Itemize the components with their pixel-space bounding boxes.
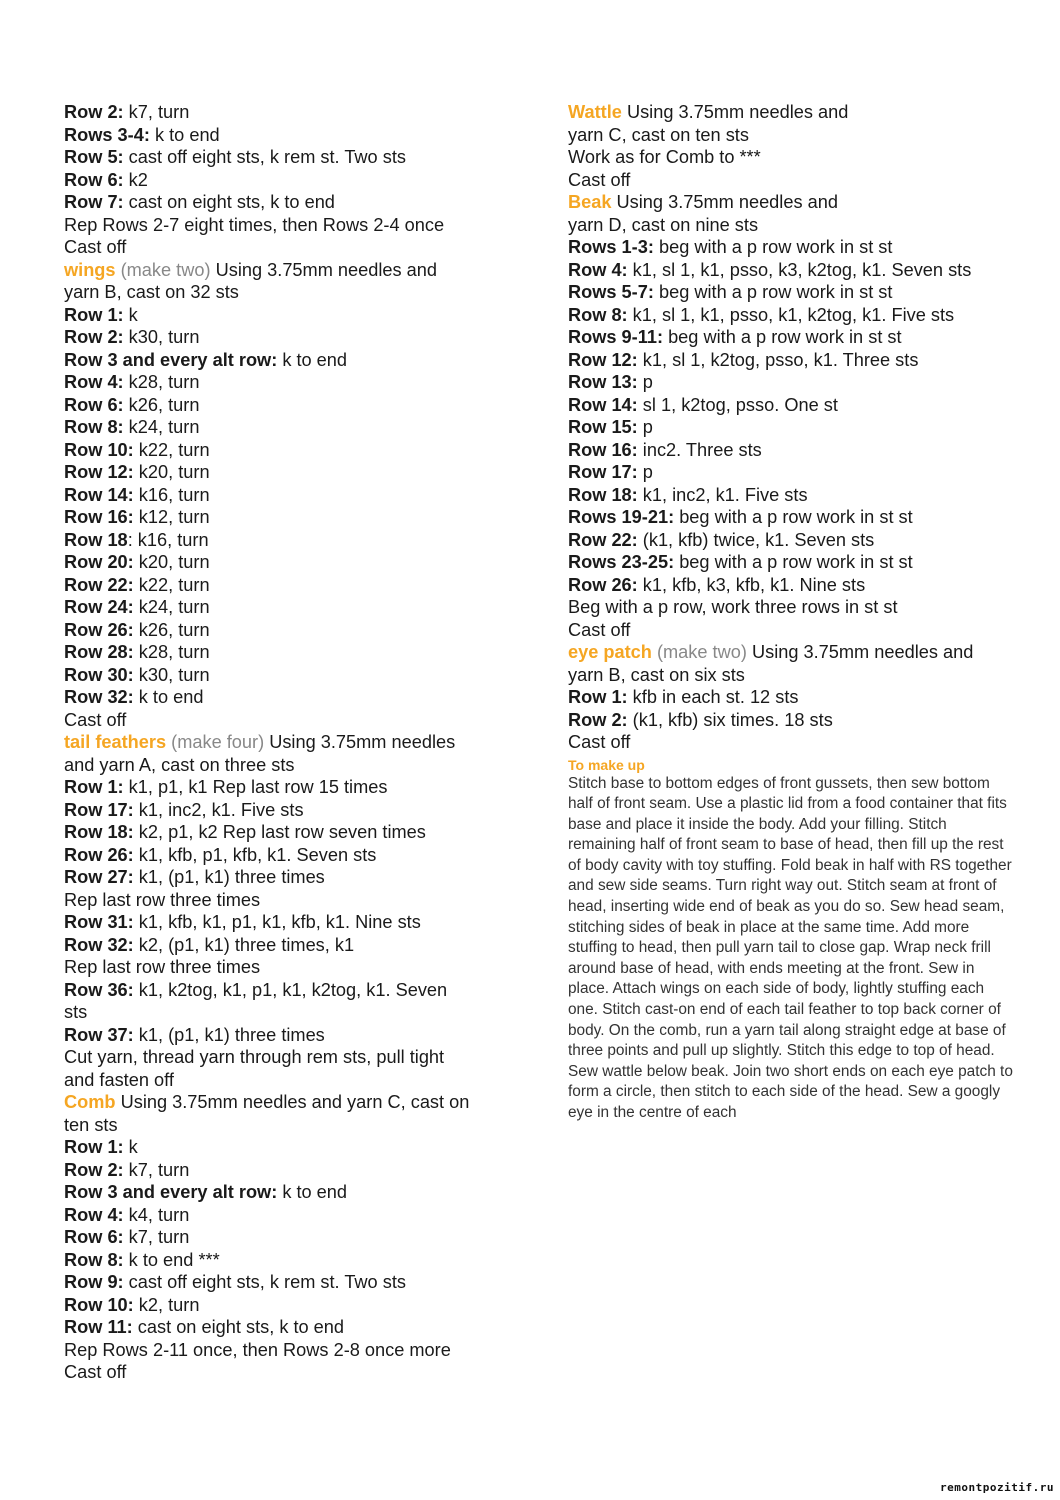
watermark: remontpozitif.ru — [940, 1481, 1054, 1494]
row-text: k28, turn — [133, 642, 210, 662]
pattern-line — [64, 1046, 534, 1069]
pattern-line — [568, 596, 1013, 619]
row-text: (k1, kfb) six times. 18 sts — [627, 709, 833, 730]
pattern-line — [64, 844, 534, 867]
row-label: Row 4: — [64, 1204, 124, 1225]
pattern-line — [568, 439, 1013, 462]
pattern-line — [64, 1069, 534, 1092]
row-label: Row 2: — [568, 709, 628, 730]
row-text: k20, turn — [133, 552, 210, 572]
row-text: p — [637, 462, 653, 482]
row-label: Row 1: — [568, 687, 628, 707]
pattern-line — [64, 1091, 534, 1114]
pattern-line — [64, 439, 534, 462]
row-label: Row 37: — [64, 1024, 134, 1045]
row-text: Using 3.75mm needles and — [746, 642, 974, 662]
row-text: Cast off — [568, 732, 631, 752]
pattern-line — [64, 1136, 534, 1159]
row-text: k to end — [133, 687, 204, 707]
row-text: k2, turn — [133, 1294, 200, 1315]
row-text: kfb in each st. 12 sts — [627, 687, 799, 707]
pattern-line — [64, 506, 534, 529]
row-label: Row 4: — [64, 372, 124, 392]
row-label: Row 17: — [568, 462, 638, 482]
row-text: k1, (p1, k1) three times — [133, 1024, 325, 1045]
row-label: Row 6: — [64, 169, 124, 190]
pattern-line — [568, 686, 1013, 709]
pattern-line — [64, 1001, 534, 1024]
pattern-line — [64, 461, 534, 484]
pattern-line — [64, 1316, 534, 1339]
pattern-line — [568, 236, 1013, 259]
pattern-line — [64, 1361, 534, 1384]
row-text: k7, turn — [123, 102, 190, 122]
row-label: Row 16: — [568, 439, 638, 460]
row-text: p — [637, 417, 653, 437]
row-label: Row 24: — [64, 597, 134, 617]
row-text: beg with a p row work in st st — [653, 237, 893, 257]
pattern-line — [64, 1114, 534, 1137]
row-label: Row 3 and every alt row: — [64, 349, 278, 370]
pattern-line — [568, 641, 1013, 664]
row-text: k1, sl 1, k1, psso, k1, k2tog, k1. Five sts — [627, 304, 955, 325]
row-label: Row 18: — [568, 484, 638, 505]
section-note: (make two) — [115, 259, 211, 280]
row-text: inc2. Three sts — [637, 439, 762, 460]
pattern-line — [64, 1339, 534, 1362]
row-text: Using 3.75mm needles and — [210, 259, 438, 280]
pattern-line — [64, 776, 534, 799]
pattern-line — [64, 1249, 534, 1272]
pattern-line — [568, 529, 1013, 552]
row-text: : k16, turn — [127, 529, 209, 550]
section-heading: Beak — [568, 192, 612, 212]
row-text: k26, turn — [123, 394, 200, 415]
row-text: k24, turn — [133, 597, 210, 617]
row-text: beg with a p row work in st st — [663, 327, 902, 347]
pattern-line — [568, 574, 1013, 597]
row-text: Rep Rows 2-7 eight times, then Rows 2-4 once — [64, 214, 445, 235]
pattern-line — [64, 664, 534, 687]
row-text: k22, turn — [133, 439, 210, 460]
row-label: Row 17: — [64, 799, 134, 820]
pattern-line — [568, 169, 1013, 192]
pattern-line — [64, 349, 534, 372]
row-label: Row 32: — [64, 934, 134, 955]
row-label: Row 10: — [64, 1294, 134, 1315]
pattern-line — [64, 574, 534, 597]
row-label: Row 11: — [64, 1317, 133, 1337]
row-text: k1, kfb, k3, kfb, k1. Nine sts — [637, 574, 866, 595]
row-label: Row 18: — [64, 822, 134, 842]
pattern-line — [64, 956, 534, 979]
pattern-line — [568, 551, 1013, 574]
row-text: Work as for Comb to *** — [568, 147, 761, 167]
row-label: Rows 19-21: — [568, 507, 675, 527]
pattern-line — [568, 214, 1013, 237]
row-label: Row 6: — [64, 394, 124, 415]
pattern-line — [568, 281, 1013, 304]
pattern-line — [64, 394, 534, 417]
row-label: Row 7: — [64, 192, 124, 212]
row-text: Cut yarn, thread yarn through rem sts, pull tight — [64, 1047, 445, 1067]
row-text: (k1, kfb) twice, k1. Seven sts — [637, 529, 875, 550]
row-label: Row 14: — [64, 484, 134, 505]
row-text: k30, turn — [133, 664, 210, 685]
row-text: Rep last row three times — [64, 957, 261, 977]
row-text: k12, turn — [133, 507, 210, 527]
row-label: Row 14: — [568, 394, 638, 415]
row-label: Rows 9-11: — [568, 327, 664, 347]
pattern-line — [64, 1024, 534, 1047]
row-label: Row 26: — [64, 844, 134, 865]
row-text: yarn D, cast on nine sts — [568, 214, 759, 235]
row-text: Using 3.75mm needles — [264, 732, 456, 752]
pattern-line — [568, 461, 1013, 484]
row-text: k16, turn — [133, 484, 210, 505]
row-label: Row 10: — [64, 439, 134, 460]
row-text: beg with a p row work in st st — [674, 507, 913, 527]
pattern-line — [568, 146, 1013, 169]
pattern-line — [64, 799, 534, 822]
pattern-line — [568, 506, 1013, 529]
row-text: Cast off — [64, 1362, 127, 1382]
pattern-line — [64, 934, 534, 957]
pattern-line — [64, 236, 534, 259]
pattern-line — [568, 371, 1013, 394]
row-text: k1, kfb, p1, kfb, k1. Seven sts — [133, 844, 377, 865]
pattern-line — [64, 979, 534, 1002]
row-text: k22, turn — [133, 574, 210, 595]
row-label: Row 15: — [568, 417, 638, 437]
row-label: Row 1: — [64, 304, 124, 325]
row-label: Rows 23-25: — [568, 552, 675, 572]
section-note: (make two) — [651, 642, 747, 662]
row-text: k1, kfb, k1, p1, k1, kfb, k1. Nine sts — [133, 912, 421, 932]
row-text: Cast off — [568, 619, 631, 640]
row-text: k1, inc2, k1. Five sts — [133, 799, 304, 820]
row-label: Row 12: — [568, 349, 638, 370]
pattern-line — [64, 304, 534, 327]
row-label: Row 26: — [64, 619, 134, 640]
pattern-line — [568, 731, 1013, 754]
row-label: Row 3 and every alt row: — [64, 1182, 278, 1202]
row-label: Row 2: — [64, 102, 124, 122]
row-label: Row 4: — [568, 259, 628, 280]
pattern-line — [64, 1226, 534, 1249]
row-text: k1, k2tog, k1, p1, k1, k2tog, k1. Seven — [133, 979, 448, 1000]
pattern-line — [568, 101, 1013, 124]
row-text: yarn B, cast on 32 sts — [64, 282, 239, 302]
pattern-line — [568, 664, 1013, 687]
pattern-line — [64, 1181, 534, 1204]
section-heading: Comb — [64, 1092, 116, 1112]
row-label: Row 28: — [64, 642, 134, 662]
row-text: k to end *** — [123, 1249, 220, 1270]
row-text: k2 — [123, 169, 148, 190]
row-label: Row 27: — [64, 867, 134, 887]
row-text: k to end — [277, 1182, 348, 1202]
row-text: k1, p1, k1 Rep last row 15 times — [123, 777, 388, 797]
row-text: p — [637, 372, 653, 392]
left-column — [64, 101, 534, 1384]
row-text: k to end — [149, 124, 220, 145]
pattern-line — [568, 394, 1013, 417]
row-text: Rep Rows 2-11 once, then Rows 2-8 once more — [64, 1339, 451, 1360]
row-text: k20, turn — [133, 462, 210, 482]
pattern-line — [64, 686, 534, 709]
row-text: k1, sl 1, k2tog, psso, k1. Three sts — [637, 349, 919, 370]
row-label: Row 8: — [568, 304, 628, 325]
pattern-line — [64, 1204, 534, 1227]
row-label: Row 31: — [64, 912, 134, 932]
row-text: k7, turn — [123, 1227, 190, 1247]
row-text: k1, (p1, k1) three times — [133, 867, 325, 887]
row-text: k24, turn — [123, 417, 200, 437]
row-label: Rows 1-3: — [568, 237, 654, 257]
row-text: beg with a p row work in st st — [674, 552, 913, 572]
row-text: ten sts — [64, 1114, 118, 1135]
pattern-line — [64, 124, 534, 147]
row-text: Beg with a p row, work three rows in st st — [568, 597, 898, 617]
row-text: cast off eight sts, k rem st. Two sts — [123, 147, 406, 167]
pattern-line — [64, 371, 534, 394]
row-text: Cast off — [64, 237, 127, 257]
make-up-heading: To make up — [568, 756, 645, 773]
pattern-line — [568, 709, 1013, 732]
pattern-line — [64, 1271, 534, 1294]
pattern-line — [64, 146, 534, 169]
row-label: Row 6: — [64, 1227, 124, 1247]
row-text: Cast off — [64, 709, 127, 730]
row-text: cast off eight sts, k rem st. Two sts — [123, 1272, 406, 1292]
row-text: k30, turn — [123, 327, 200, 347]
row-text: Using 3.75mm needles and yarn C, cast on — [115, 1092, 470, 1112]
row-text: Cast off — [568, 169, 631, 190]
row-text: Using 3.75mm needles and — [621, 102, 849, 122]
pattern-line — [568, 124, 1013, 147]
pattern-line — [64, 259, 534, 282]
pattern-line — [64, 551, 534, 574]
row-text: k1, inc2, k1. Five sts — [637, 484, 808, 505]
row-text: k to end — [277, 349, 348, 370]
right-column — [568, 101, 1013, 1124]
pattern-line — [568, 259, 1013, 282]
pattern-line — [568, 484, 1013, 507]
pattern-line — [568, 191, 1013, 214]
row-text: k28, turn — [123, 372, 200, 392]
pattern-line — [64, 754, 534, 777]
row-label: Row 12: — [64, 462, 134, 482]
pattern-line — [568, 304, 1013, 327]
pattern-line — [568, 349, 1013, 372]
pattern-line — [568, 416, 1013, 439]
section-heading: eye patch — [568, 642, 652, 662]
pattern-line — [64, 641, 534, 664]
make-up-body: Stitch base to bottom edges of front gussets, then sew bottom half of front seam. Use a plastic lid from a food container that fits base and place it inside the body. Add your filling. Stitch remaining half of front seam to base of head, then fill up the rest of body cavity with toy stuffing. Fold beak in half with RS together and sew side seams. Turn right way out. Stitch seam at front of head, inserting wide end of beak as you do so. Sew head seam, stitching sides of beak in place at the same time. Add more stuffing to head, then pull yarn tail to close gap. Wrap neck frill around base of head, with ends meeting at the front. Sew in place. Attach wings on each side of body, lightly stuffing each one. Stitch cast-on end of each tail feather to top back corner of body. On the comb, run a yarn tail along straight edge at base of three points and pull up slightly. Stitch this edge to top of head. Sew wattle below beak. Join two short ends on each eye patch to form a circle, then stitch to each side of the head. Sew a googly eye in the centre of each — [568, 774, 1013, 1121]
row-label: Row 32: — [64, 687, 134, 707]
row-text: k1, sl 1, k1, psso, k3, k2tog, k1. Seven sts — [627, 259, 972, 280]
section-heading: Wattle — [568, 102, 622, 122]
pattern-line — [64, 866, 534, 889]
pattern-line — [64, 1294, 534, 1317]
pattern-line — [568, 326, 1013, 349]
pattern-line — [64, 281, 534, 304]
pattern-line — [64, 1159, 534, 1182]
pattern-line — [64, 169, 534, 192]
pattern-line — [64, 821, 534, 844]
row-text: k — [123, 304, 138, 325]
pattern-line — [64, 191, 534, 214]
section-heading: wings — [64, 259, 116, 280]
row-label: Row 22: — [64, 574, 134, 595]
row-label: Row 8: — [64, 1249, 124, 1270]
row-label: Row 30: — [64, 664, 134, 685]
row-label: Row 16: — [64, 507, 134, 527]
pattern-line — [64, 619, 534, 642]
pattern-line — [64, 529, 534, 552]
row-text: k2, p1, k2 Rep last row seven times — [133, 822, 426, 842]
pattern-line — [64, 484, 534, 507]
row-label: Row 8: — [64, 417, 124, 437]
pattern-line — [64, 731, 534, 754]
row-text: and yarn A, cast on three sts — [64, 754, 295, 775]
row-text: beg with a p row work in st st — [653, 282, 893, 302]
row-text: Rep last row three times — [64, 889, 261, 910]
pattern-line — [64, 709, 534, 732]
row-label: Row 13: — [568, 372, 638, 392]
row-label: Row 2: — [64, 1159, 124, 1180]
row-label: Row 2: — [64, 327, 124, 347]
row-label: Row 1: — [64, 777, 124, 797]
row-text: and fasten off — [64, 1069, 174, 1090]
pattern-line — [64, 214, 534, 237]
row-label: Row 18 — [64, 529, 128, 550]
row-text: k — [123, 1137, 138, 1157]
row-text: yarn C, cast on ten sts — [568, 124, 749, 145]
row-text: sts — [64, 1002, 88, 1022]
row-label: Row 1: — [64, 1137, 124, 1157]
row-text: k4, turn — [123, 1204, 190, 1225]
row-label: Row 26: — [568, 574, 638, 595]
row-label: Rows 5-7: — [568, 282, 654, 302]
row-label: Row 5: — [64, 147, 124, 167]
section-note: (make four) — [166, 732, 265, 752]
row-text: cast on eight sts, k to end — [132, 1317, 345, 1337]
row-text: sl 1, k2tog, psso. One st — [637, 394, 838, 415]
row-label: Row 36: — [64, 979, 134, 1000]
pattern-line — [64, 889, 534, 912]
row-text: yarn B, cast on six sts — [568, 664, 745, 685]
row-text: cast on eight sts, k to end — [123, 192, 335, 212]
row-label: Row 22: — [568, 529, 638, 550]
row-text: Using 3.75mm needles and — [611, 192, 838, 212]
row-label: Row 20: — [64, 552, 134, 572]
pattern-line — [64, 326, 534, 349]
pattern-line — [64, 596, 534, 619]
pattern-line — [64, 416, 534, 439]
section-heading: tail feathers — [64, 732, 167, 752]
row-label: Rows 3-4: — [64, 124, 150, 145]
pattern-line — [64, 911, 534, 934]
row-label: Row 9: — [64, 1272, 124, 1292]
row-text: k7, turn — [123, 1159, 190, 1180]
pattern-line — [64, 101, 534, 124]
row-text: k26, turn — [133, 619, 210, 640]
pattern-line — [568, 619, 1013, 642]
row-text: k2, (p1, k1) three times, k1 — [133, 934, 355, 955]
